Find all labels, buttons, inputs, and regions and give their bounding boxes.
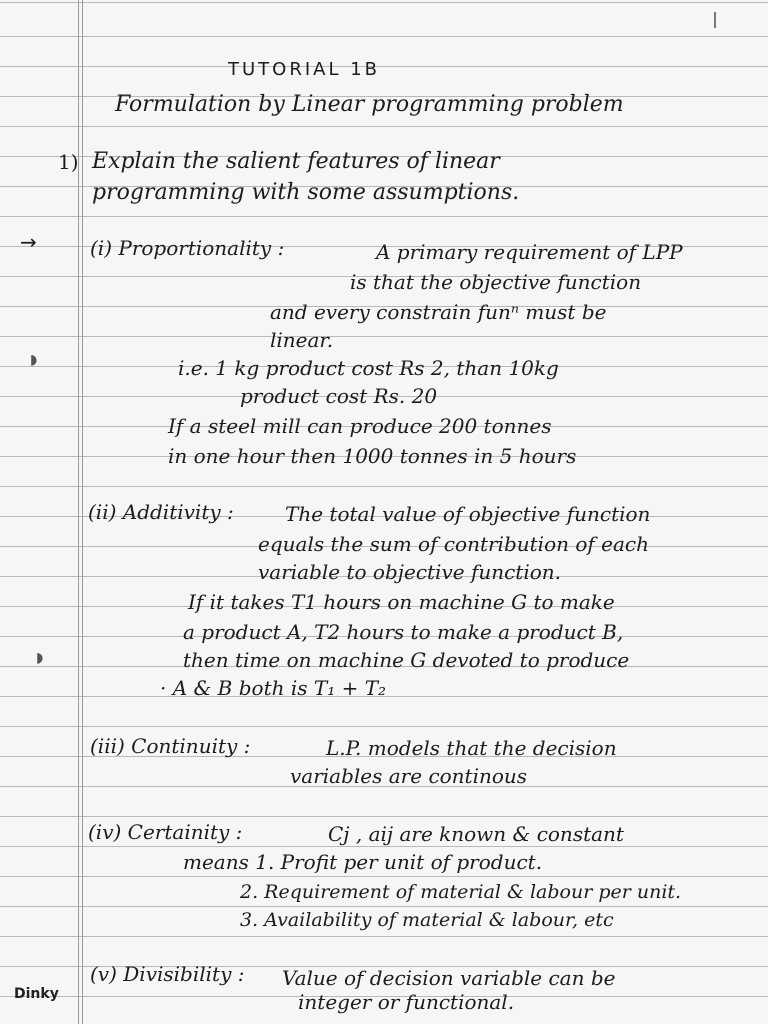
continuity-line-1: L.P. models that the decision — [326, 736, 617, 760]
corner-mark — [714, 12, 716, 28]
additivity-line-6: then time on machine G devoted to produce — [183, 648, 630, 672]
certainty-line-1: Cj , aij are known & constant — [328, 822, 624, 846]
additivity-line-7: · A & B both is T₁ + T₂ — [160, 676, 387, 700]
divisibility-line-1: Value of decision variable can be — [282, 966, 616, 990]
certainty-line-3: 2. Requirement of material & labour per unit. — [240, 881, 682, 903]
certainty-line-4: 3. Availability of material & labour, etc — [240, 909, 614, 931]
certainty-heading: (iv) Certainity : — [88, 820, 243, 844]
certainty-line-2: means 1. Profit per unit of product. — [183, 850, 543, 874]
proportionality-line-3: and every constrain funⁿ must be — [270, 300, 607, 324]
proportionality-heading: (i) Proportionality : — [90, 236, 285, 260]
bullet-mark-1: ◗ — [30, 352, 38, 368]
divisibility-heading: (v) Divisibility : — [90, 962, 245, 986]
additivity-heading: (ii) Additivity : — [88, 500, 234, 524]
proportionality-line-8: in one hour then 1000 tonnes in 5 hours — [168, 444, 577, 468]
page-title: TUTORIAL 1B — [228, 59, 381, 80]
additivity-line-2: equals the sum of contribution of each — [258, 532, 649, 556]
question-line-2: programming with some assumptions. — [92, 180, 520, 205]
proportionality-line-6: product cost Rs. 20 — [240, 384, 438, 408]
continuity-heading: (iii) Continuity : — [90, 734, 251, 758]
additivity-line-1: The total value of objective function — [285, 502, 651, 526]
proportionality-line-4: linear. — [270, 328, 334, 352]
proportionality-line-2: is that the objective function — [350, 270, 642, 294]
margin-line-right — [82, 0, 83, 1024]
continuity-line-2: variables are continous — [290, 764, 528, 788]
question-line-1: Explain the salient features of linear — [92, 149, 500, 174]
additivity-line-5: a product A, T2 hours to make a product B, — [183, 620, 624, 644]
question-number: 1) — [58, 150, 79, 174]
arrow-icon: → — [20, 230, 37, 254]
brand-logo: Dinky — [14, 986, 59, 1002]
proportionality-line-5: i.e. 1 kg product cost Rs 2, than 10kg — [178, 356, 559, 380]
divisibility-line-2: integer or functional. — [298, 990, 515, 1014]
bullet-mark-2: ◗ — [36, 650, 44, 666]
additivity-line-3: variable to objective function. — [258, 560, 562, 584]
proportionality-line-1: A primary requirement of LPP — [376, 240, 683, 264]
additivity-line-4: If it takes T1 hours on machine G to make — [188, 590, 615, 614]
proportionality-line-7: If a steel mill can produce 200 tonnes — [168, 414, 552, 438]
page-subtitle: Formulation by Linear programming problem — [115, 92, 624, 117]
